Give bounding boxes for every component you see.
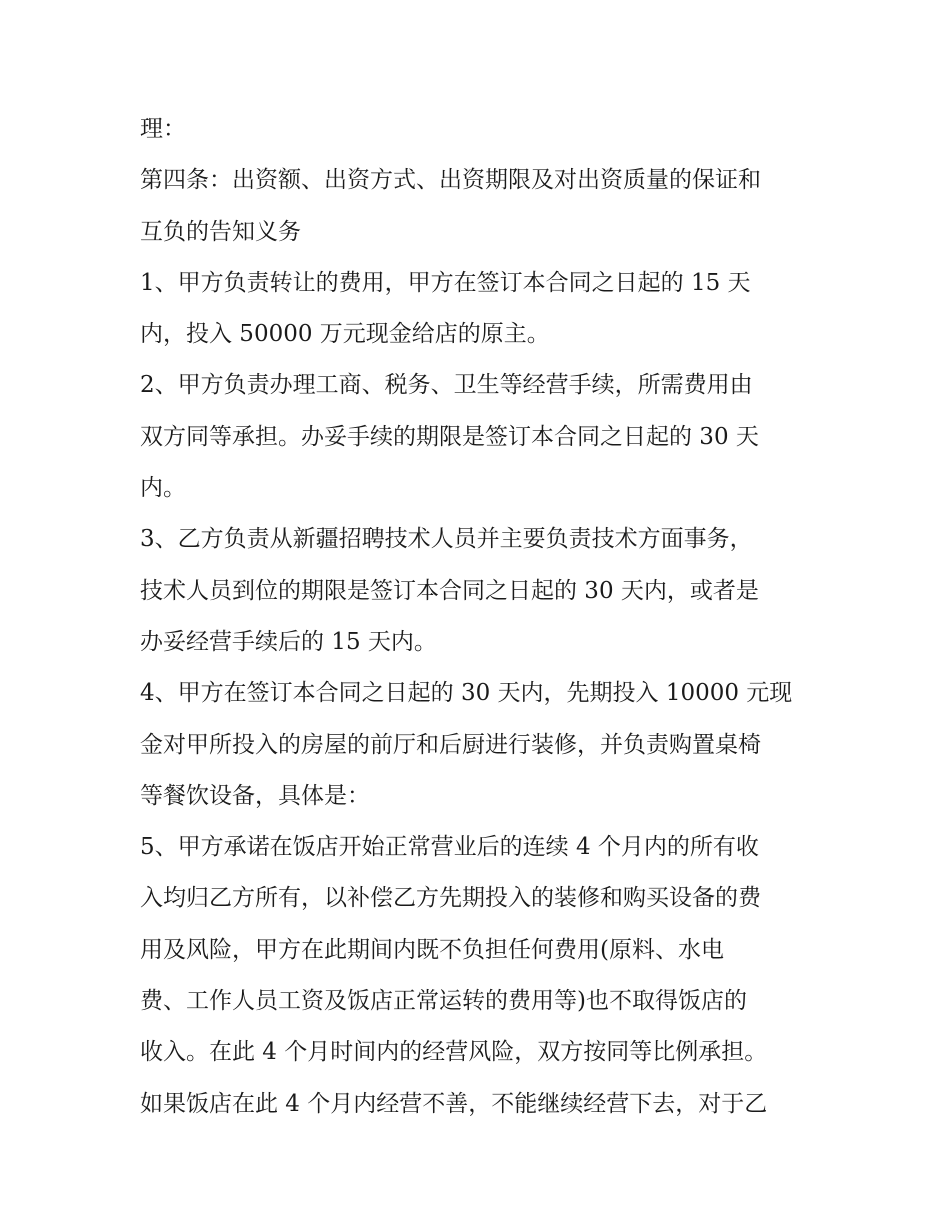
text-line: 内。	[140, 475, 186, 502]
text-line: 第四条：出资额、出资方式、出资期限及对出资质量的保证和	[140, 167, 761, 194]
text-line: 内，投入 50000 万元现金给店的原主。	[140, 321, 550, 348]
text-line: 用及风险，甲方在此期间内既不负担任何费用(原料、水电	[140, 936, 724, 963]
text-line: 入均归乙方所有，以补偿乙方先期投入的装修和购买设备的费	[140, 885, 761, 912]
text-line: 双方同等承担。办妥手续的期限是签订本合同之日起的 30 天	[140, 423, 759, 450]
text-line: 金对甲所投入的房屋的前厅和后厨进行装修，并负责购置桌椅	[140, 731, 761, 758]
text-line: 5、甲方承诺在饭店开始正常营业后的连续 4 个月内的所有收	[140, 834, 759, 861]
text-line: 理：	[140, 116, 186, 142]
text-line: 技术人员到位的期限是签订本合同之日起的 30 天内，或者是	[140, 577, 759, 604]
text-line: 收入。在此 4 个月时间内的经营风险，双方按同等比例承担。	[140, 1039, 768, 1066]
text-line: 办妥经营手续后的 15 天内。	[140, 628, 437, 655]
text-line: 互负的告知义务	[140, 218, 301, 245]
text-line: 3、乙方负责从新疆招聘技术人员并主要负责技术方面事务，	[140, 526, 753, 553]
text-line: 等餐饮设备，具体是：	[140, 782, 370, 809]
text-line: 1、甲方负责转让的费用，甲方在签订本合同之日起的 15 天	[140, 269, 751, 296]
contract-text	[140, 104, 820, 1130]
text-line: 2、甲方负责办理工商、税务、卫生等经营手续，所需费用由	[140, 372, 753, 399]
text-line: 4、甲方在签订本合同之日起的 30 天内，先期投入 10000 元现	[140, 680, 793, 707]
text-line: 如果饭店在此 4 个月内经营不善，不能继续经营下去，对于乙	[140, 1090, 768, 1117]
text-line: 费、工作人员工资及饭店正常运转的费用等)也不取得饭店的	[140, 988, 747, 1015]
